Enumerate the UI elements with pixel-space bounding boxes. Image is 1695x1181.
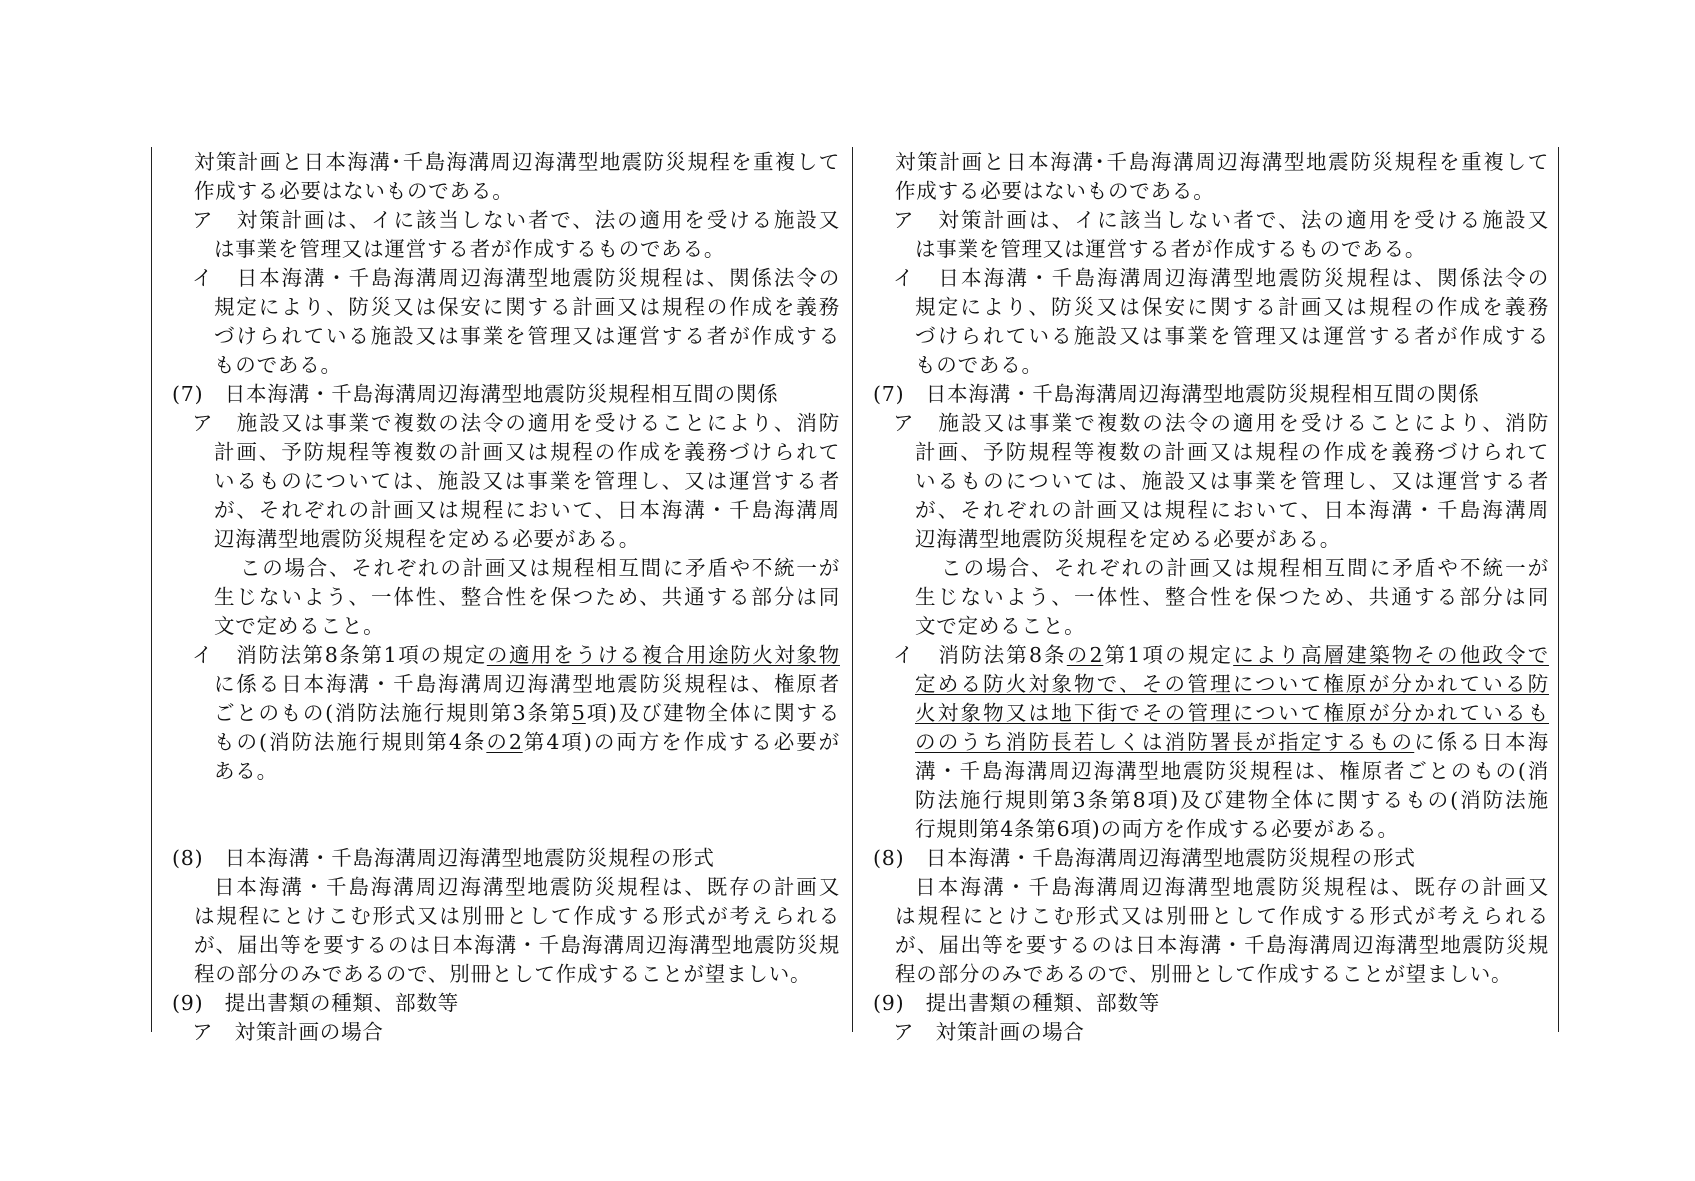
text-line: [853, 902, 1549, 931]
line-text: 規定により、防災又は保安に関する計画又は規程の作成を義務: [915, 295, 1549, 319]
line-text: づけられている施設又は事業を管理又は運営する者が作成する: [214, 324, 840, 348]
line-text: イ 消防法第8条: [893, 643, 1067, 667]
text-line: [853, 844, 1549, 873]
line-text: イ 日本海溝・千島海溝周辺海溝型地震防災規程は、関係法令の: [893, 266, 1549, 290]
line-text: 計画、予防規程等複数の計画又は規程の作成を義務づけられて: [214, 440, 840, 464]
line-text: 対策計画と日本海溝･千島海溝周辺海溝型地震防災規程を重複して: [895, 150, 1549, 174]
line-text: 作成する必要はないものである。: [194, 179, 514, 203]
line-text: は規程にとけこむ形式又は別冊として作成する形式が考えられる: [194, 904, 840, 928]
line-text: この場合、それぞれの計画又は規程相互間に矛盾や不統一が: [240, 556, 840, 580]
text-line: [853, 322, 1549, 351]
text-line: [152, 670, 840, 699]
text-line: [152, 148, 840, 177]
text-line: [152, 612, 840, 641]
text-line: [853, 757, 1549, 786]
text-line: [853, 380, 1549, 409]
text-line: [853, 206, 1549, 235]
line-text: づけられている施設又は事業を管理又は運営する者が作成する: [915, 324, 1549, 348]
underlined-text: の2: [486, 730, 523, 754]
text-line: [853, 496, 1549, 525]
text-line: [853, 148, 1549, 177]
line-text: は事業を管理又は運営する者が作成するものである。: [915, 237, 1427, 261]
line-text: (7) 日本海溝・千島海溝周辺海溝型地震防災規程相互間の関係: [873, 382, 1480, 406]
line-text: は規程にとけこむ形式又は別冊として作成する形式が考えられる: [895, 904, 1549, 928]
text-line: [853, 728, 1549, 757]
line-text: ものである。: [214, 353, 342, 377]
line-text: 程の部分のみであるので、別冊として作成することが望ましい。: [895, 962, 1513, 986]
underlined-text: の適用をうける複合用途防火対象物: [486, 643, 840, 667]
line-text: (7) 日本海溝・千島海溝周辺海溝型地震防災規程相互間の関係: [172, 382, 779, 406]
text-line: [853, 1018, 1549, 1047]
line-text: (9) 提出書類の種類、部数等: [873, 991, 1161, 1015]
text-line: [152, 467, 840, 496]
line-text: もの(消防法施行規則第4条: [214, 730, 487, 754]
line-text: が、それぞれの計画又は規程において、日本海溝・千島海溝周: [214, 498, 840, 522]
line-text: 文で定めること。: [214, 614, 385, 638]
line-text: いるものについては、施設又は事業を管理し、又は運営する者: [214, 469, 840, 493]
line-text: 行規則第4条第6項)の両方を作成する必要がある。: [915, 817, 1399, 841]
text-line: [853, 264, 1549, 293]
text-line: [853, 351, 1549, 380]
text-line: [853, 815, 1549, 844]
text-line: [152, 380, 840, 409]
line-text: ア 施設又は事業で複数の法令の適用を受けることにより、消防: [192, 411, 840, 435]
text-line: [152, 873, 840, 902]
line-text: 辺海溝型地震防災規程を定める必要がある。: [915, 527, 1341, 551]
line-text: (9) 提出書類の種類、部数等: [172, 991, 460, 1015]
text-line: [152, 322, 840, 351]
text-line: [152, 728, 840, 757]
text-line: [853, 177, 1549, 206]
text-line: [152, 989, 840, 1018]
line-text: 作成する必要はないものである。: [895, 179, 1215, 203]
text-line: [152, 844, 840, 873]
line-text: 日本海溝・千島海溝周辺海溝型地震防災規程は、既存の計画又: [214, 875, 840, 899]
line-text: (8) 日本海溝・千島海溝周辺海溝型地震防災規程の形式: [172, 846, 715, 870]
underlined-text: ののうち消防長若しくは消防署長が指定するもの: [915, 730, 1415, 754]
line-text: イ 消防法第8条第1項の規定: [192, 643, 487, 667]
line-text: (8) 日本海溝・千島海溝周辺海溝型地震防災規程の形式: [873, 846, 1416, 870]
text-line: [152, 177, 840, 206]
text-line: [853, 293, 1549, 322]
line-text: この場合、それぞれの計画又は規程相互間に矛盾や不統一が: [941, 556, 1549, 580]
text-line: [152, 1018, 840, 1047]
line-text: ア 対策計画は、イに該当しない者で、法の適用を受ける施設又: [192, 208, 840, 232]
line-text: ア 対策計画の場合: [192, 1020, 384, 1044]
line-text: が、届出等を要するのは日本海溝・千島海溝周辺海溝型地震防災規: [194, 933, 840, 957]
line-text: 計画、予防規程等複数の計画又は規程の作成を義務づけられて: [915, 440, 1549, 464]
text-line: [853, 931, 1549, 960]
line-text: が、届出等を要するのは日本海溝・千島海溝周辺海溝型地震防災規: [895, 933, 1549, 957]
text-line: [853, 612, 1549, 641]
text-line: [152, 583, 840, 612]
text-line: [853, 960, 1549, 989]
text-line: [152, 235, 840, 264]
text-line: [152, 496, 840, 525]
text-line: [152, 931, 840, 960]
line-text: 項)及び建物全体に関する: [585, 701, 840, 725]
underlined-text: 5: [571, 701, 586, 725]
line-text: 第4項)の両方を作成する必要が: [522, 730, 840, 754]
underlined-text: の2: [1066, 643, 1104, 667]
text-line: [152, 206, 840, 235]
text-line: [853, 989, 1549, 1018]
line-text: に係る日本海: [1414, 730, 1549, 754]
line-text: は事業を管理又は運営する者が作成するものである。: [214, 237, 726, 261]
line-text: いるものについては、施設又は事業を管理し、又は運営する者: [915, 469, 1549, 493]
right-column-border: [1558, 147, 1559, 1032]
text-line: [853, 554, 1549, 583]
line-text: 生じないよう、一体性、整合性を保つため、共通する部分は同: [214, 585, 840, 609]
line-text: ごとのもの(消防法施行規則第3条第: [214, 701, 572, 725]
text-line: [152, 525, 840, 554]
text-line: [853, 525, 1549, 554]
underlined-text: 火対象物又は地下街でその管理について権原が分かれているも: [915, 701, 1549, 725]
text-line: [152, 293, 840, 322]
line-text: 溝・千島海溝周辺海溝型地震防災規程は、権原者ごとのもの(消: [915, 759, 1549, 783]
text-line: [853, 235, 1549, 264]
text-line: [152, 351, 840, 380]
text-line: [152, 815, 840, 844]
text-line: [853, 467, 1549, 496]
text-line: [853, 670, 1549, 699]
line-text: 生じないよう、一体性、整合性を保つため、共通する部分は同: [915, 585, 1549, 609]
line-text: 程の部分のみであるので、別冊として作成することが望ましい。: [194, 962, 812, 986]
text-line: [152, 264, 840, 293]
line-text: ア 施設又は事業で複数の法令の適用を受けることにより、消防: [893, 411, 1549, 435]
line-text: 日本海溝・千島海溝周辺海溝型地震防災規程は、既存の計画又: [915, 875, 1549, 899]
line-text: 規定により、防災又は保安に関する計画又は規程の作成を義務: [214, 295, 840, 319]
line-text: イ 日本海溝・千島海溝周辺海溝型地震防災規程は、関係法令の: [192, 266, 840, 290]
line-text: 防法施行規則第3条第8項)及び建物全体に関するもの(消防法施: [915, 788, 1549, 812]
line-text: ア 対策計画は、イに該当しない者で、法の適用を受ける施設又: [893, 208, 1549, 232]
text-line: [853, 873, 1549, 902]
line-text: 第1項の規定: [1103, 643, 1234, 667]
text-line: [152, 699, 840, 728]
text-line: [152, 438, 840, 467]
text-line: [853, 786, 1549, 815]
line-text: 辺海溝型地震防災規程を定める必要がある。: [214, 527, 640, 551]
text-line: [152, 786, 840, 815]
line-text: が、それぞれの計画又は規程において、日本海溝・千島海溝周: [915, 498, 1549, 522]
line-text: 文で定めること。: [915, 614, 1086, 638]
text-line: [853, 409, 1549, 438]
underlined-text: 定める防火対象物で、その管理について権原が分かれている防: [915, 672, 1549, 696]
text-line: [152, 757, 840, 786]
line-text: に係る日本海溝・千島海溝周辺海溝型地震防災規程は、権原者: [214, 672, 840, 696]
text-line: [152, 641, 840, 670]
text-line: [152, 554, 840, 583]
text-line: [853, 583, 1549, 612]
text-line: [152, 902, 840, 931]
text-line: [152, 409, 840, 438]
text-line: [853, 699, 1549, 728]
line-text: ある。: [214, 759, 278, 783]
text-line: [853, 438, 1549, 467]
text-line: [152, 960, 840, 989]
line-text: ア 対策計画の場合: [893, 1020, 1085, 1044]
line-text: 対策計画と日本海溝･千島海溝周辺海溝型地震防災規程を重複して: [194, 150, 840, 174]
text-line: [853, 641, 1549, 670]
underlined-text: により高層建築物その他政令で: [1233, 643, 1549, 667]
line-text: ものである。: [915, 353, 1043, 377]
